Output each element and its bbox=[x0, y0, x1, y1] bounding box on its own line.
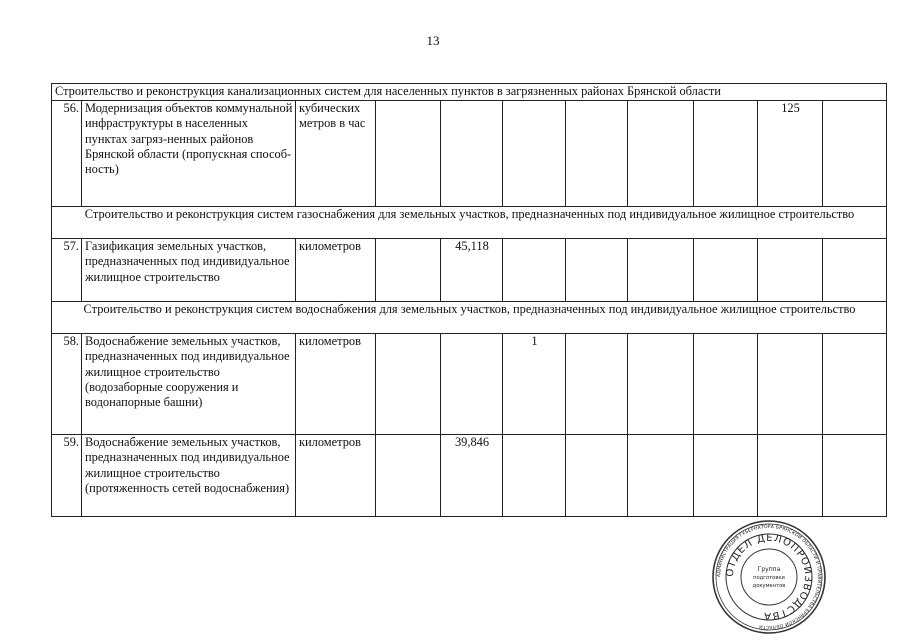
row-value bbox=[758, 239, 823, 302]
row-value bbox=[376, 239, 441, 302]
row-value: 1 bbox=[503, 334, 566, 435]
row-value: 45,118 bbox=[441, 239, 503, 302]
row-value bbox=[694, 101, 758, 207]
row-value bbox=[628, 101, 694, 207]
row-value bbox=[566, 334, 628, 435]
row-value bbox=[566, 101, 628, 207]
stamp-center-line: подготовки bbox=[753, 575, 785, 581]
row-value bbox=[823, 101, 887, 207]
department-stamp bbox=[711, 519, 827, 635]
row-number: 57. bbox=[52, 239, 82, 302]
row-value bbox=[694, 435, 758, 517]
row-value bbox=[376, 435, 441, 517]
row-name: Модернизация объектов коммунальной инфраструктуры в населенных пунктах загряз-ненных районов Брянской области (пропускная способ-ность) bbox=[82, 101, 296, 207]
row-number: 59. bbox=[52, 435, 82, 517]
section-row bbox=[52, 302, 887, 334]
row-name: Газификация земельных участков, предназначенных под индивидуальное жилищное строительство bbox=[82, 239, 296, 302]
row-unit: кубических метров в час bbox=[296, 101, 376, 207]
page-number: 13 bbox=[426, 33, 440, 48]
row-value bbox=[441, 101, 503, 207]
stamp-center-line: Группа bbox=[757, 566, 781, 573]
row-value bbox=[694, 334, 758, 435]
row-value bbox=[566, 435, 628, 517]
section-row bbox=[52, 84, 887, 101]
row-unit: километров bbox=[296, 435, 376, 517]
row-value bbox=[758, 435, 823, 517]
table-row bbox=[52, 239, 887, 302]
stamp-center-line: документов bbox=[752, 583, 786, 589]
row-value bbox=[694, 239, 758, 302]
row-value bbox=[758, 334, 823, 435]
table-row bbox=[52, 101, 887, 207]
row-number: 58. bbox=[52, 334, 82, 435]
row-value bbox=[376, 334, 441, 435]
stamp-ring-text: ОТДЕЛ ДЕЛОПРОИЗВОДСТВА bbox=[724, 532, 814, 622]
row-value bbox=[376, 101, 441, 207]
row-name: Водоснабжение земельных участков, предназначенных под индивидуальное жилищное строительство (водозаборные сооружения и водонапорные башни) bbox=[82, 334, 296, 435]
row-value bbox=[628, 334, 694, 435]
row-value bbox=[503, 435, 566, 517]
row-value: 39,846 bbox=[441, 435, 503, 517]
row-value bbox=[823, 239, 887, 302]
row-value bbox=[503, 101, 566, 207]
row-number: 56. bbox=[52, 101, 82, 207]
table-row bbox=[52, 435, 887, 517]
row-value: 125 bbox=[758, 101, 823, 207]
section-title: Строительство и реконструкция канализационных систем для населенных пунктов в загрязненных районах Брянской области bbox=[52, 84, 887, 101]
stamp-outer-text: АДМИНИСТРАЦИЯ ГУБЕРНАТОРА БРЯНСКОЙ ОБЛАСТИ И ПРАВИТЕЛЬСТВА БРЯНСКОЙ ОБЛАСТИ bbox=[716, 524, 822, 630]
section-row bbox=[52, 207, 887, 239]
row-value bbox=[628, 435, 694, 517]
table-row bbox=[52, 334, 887, 435]
row-value bbox=[503, 239, 566, 302]
row-unit: километров bbox=[296, 334, 376, 435]
row-value bbox=[823, 435, 887, 517]
row-value bbox=[441, 334, 503, 435]
row-unit: километров bbox=[296, 239, 376, 302]
data-table bbox=[51, 83, 887, 517]
section-title: Строительство и реконструкция систем газоснабжения для земельных участков, предназначенных под индивидуальное жилищное строительство bbox=[52, 207, 887, 239]
row-value bbox=[566, 239, 628, 302]
row-value bbox=[628, 239, 694, 302]
row-value bbox=[823, 334, 887, 435]
section-title: Строительство и реконструкция систем водоснабжения для земельных участков, предназначенных под индивидуальное жилищное строительство bbox=[52, 302, 887, 334]
row-name: Водоснабжение земельных участков, предназначенных под индивидуальное жилищное строительство (протяженность сетей водоснабжения) bbox=[82, 435, 296, 517]
